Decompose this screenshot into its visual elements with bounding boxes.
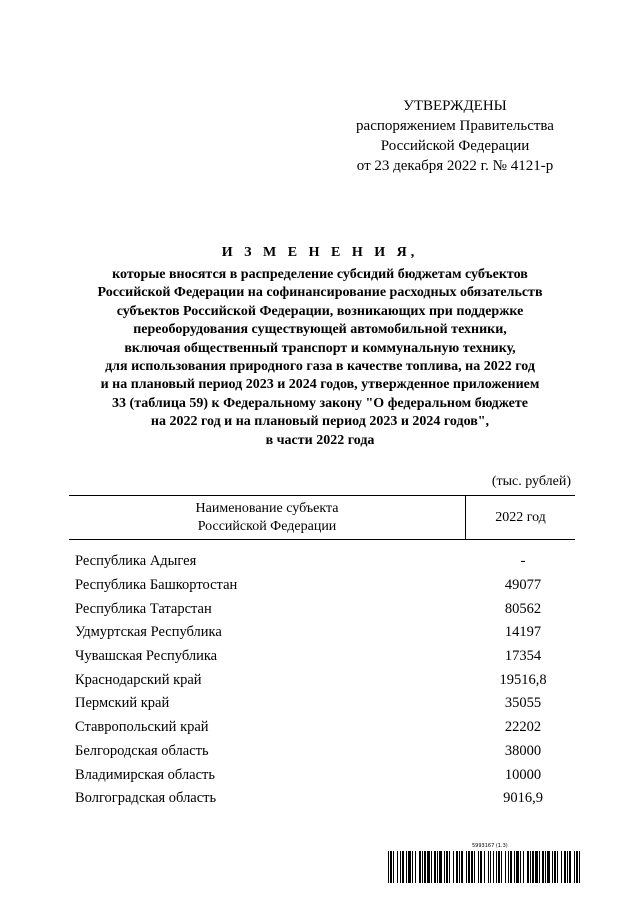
title-line: Российской Федерации на софинансирование расходных обязательств: [97, 285, 543, 301]
barcode-bar: [514, 851, 515, 883]
header-year: 2022 год: [495, 509, 546, 525]
subsidy-table: [69, 495, 575, 811]
barcode-bar: [535, 851, 538, 883]
barcode-bar: [402, 851, 404, 883]
table-row: [69, 763, 575, 787]
region-name: Республика Адыгея: [75, 553, 197, 570]
barcode-bar: [408, 851, 411, 883]
barcode-bar: [520, 851, 521, 883]
barcode-bar: [422, 851, 423, 883]
title-line: на 2022 год и на плановый период 2023 и 2024 годов",: [150, 414, 490, 430]
table-row: [69, 716, 575, 740]
region-name: Белгородская область: [75, 742, 209, 759]
barcode-bar: [461, 851, 463, 883]
barcode-bar: [569, 851, 571, 883]
title-line: для использования природного газа в качестве топлива, на 2022 год: [105, 359, 535, 375]
barcode-bar: [498, 851, 500, 883]
barcode-bar: [449, 851, 450, 883]
document-title: [0, 243, 640, 450]
title-line: которые вносятся в распределение субсидий бюджетам субъектов: [112, 267, 528, 282]
barcode-bar: [505, 851, 506, 883]
region-value: 10000: [504, 766, 542, 783]
table-header: [69, 495, 575, 540]
barcode-bar: [574, 851, 575, 883]
units-label: (тыс. рублей): [491, 474, 571, 489]
region-value: -: [520, 553, 526, 570]
approval-stamp: [330, 96, 580, 176]
region-name: Краснодарский край: [75, 671, 202, 688]
barcode-bar: [390, 851, 392, 883]
barcode-bar: [539, 851, 540, 883]
document-heading: И З М Е Н Е Н И Я,: [221, 245, 419, 260]
header-region-name: [69, 496, 466, 539]
region-name: Пермский край: [75, 695, 170, 712]
barcode-bar: [508, 851, 509, 883]
barcode-bar: [545, 851, 546, 883]
barcode-bar: [490, 851, 491, 883]
barcode-bar: [400, 851, 401, 883]
table-row: [69, 645, 575, 669]
region-value: 38000: [504, 742, 542, 759]
barcode-bar: [567, 851, 568, 883]
table-row: [69, 597, 575, 621]
barcode-bar: [501, 851, 502, 883]
table-row: [69, 692, 575, 716]
barcode-bar: [415, 851, 416, 883]
barcode-bar: [547, 851, 550, 883]
barcode-bar: [576, 851, 578, 883]
barcode-bar: [466, 851, 467, 883]
region-name: Ставропольский край: [75, 719, 209, 736]
barcode-bar: [453, 851, 454, 883]
barcode-bar: [406, 851, 407, 883]
table-row: [69, 621, 575, 645]
barcode-bar: [530, 851, 531, 883]
barcode-bar: [579, 851, 580, 883]
barcode-bar: [437, 851, 438, 883]
barcode-bar: [496, 851, 497, 883]
table-row: [69, 550, 575, 574]
approval-date-number: от 23 декабря 2022 г. № 4121-р: [356, 158, 554, 174]
title-line: в части 2022 года: [265, 432, 375, 448]
region-value: 14197: [504, 624, 542, 641]
barcode-bar: [456, 851, 458, 883]
title-line: включая общественный транспорт и коммунальную технику,: [124, 340, 516, 356]
table-row: [69, 574, 575, 598]
region-name: Республика Татарстан: [75, 600, 212, 617]
region-name: Удмуртская Республика: [75, 624, 222, 641]
barcode-bar: [523, 851, 524, 883]
title-line: переоборудования существующей автомобильной техники,: [133, 322, 507, 338]
barcode-bar: [471, 851, 473, 883]
barcode-bar: [446, 851, 448, 883]
barcode-bar: [444, 851, 445, 883]
barcode-bar: [527, 851, 529, 883]
barcode-bar: [564, 851, 566, 883]
barcode-bar: [419, 851, 421, 883]
barcode-bar: [516, 851, 519, 883]
header-region-name-line2: Российской Федерации: [197, 518, 337, 534]
barcode-bar: [480, 851, 482, 883]
barcode-bar: [542, 851, 544, 883]
barcode-bar: [468, 851, 470, 883]
barcode-bar: [488, 851, 489, 883]
barcode-bar: [532, 851, 534, 883]
barcode-bar: [552, 851, 553, 883]
table-row: [69, 740, 575, 764]
region-value: 17354: [504, 648, 542, 665]
table-row: [69, 787, 575, 811]
region-value: 80562: [504, 600, 542, 617]
barcode-bar: [427, 851, 430, 883]
region-name: Владимирская область: [75, 766, 215, 783]
barcode-bar: [561, 851, 562, 883]
table-row: [69, 668, 575, 692]
barcode-bar: [474, 851, 475, 883]
region-value: 22202: [504, 719, 542, 736]
barcode-bar: [493, 851, 494, 883]
region-name: Чувашская Республика: [75, 648, 218, 665]
barcode-bar: [388, 851, 389, 883]
approval-issuer-country: Российской Федерации: [380, 138, 530, 154]
document-barcode: [388, 843, 580, 885]
region-value: 9016,9: [503, 790, 543, 807]
barcode-number: 5993167 (1.3): [472, 843, 508, 849]
title-line: 33 (таблица 59) к Федеральному закону "О федеральном бюджете: [112, 395, 528, 411]
barcode-bar: [431, 851, 432, 883]
region-name: Республика Башкортостан: [75, 577, 238, 594]
approval-issuer: распоряжением Правительства: [356, 118, 554, 134]
barcode-bars: [388, 851, 580, 883]
barcode-bar: [393, 851, 394, 883]
barcode-bar: [510, 851, 512, 883]
barcode-bar: [557, 851, 558, 883]
region-value: 49077: [504, 577, 542, 594]
title-line: и на плановый период 2023 и 2024 годов, утвержденное приложением: [100, 377, 540, 393]
barcode-bar: [424, 851, 426, 883]
header-region-name-line1: Наименование субъекта: [195, 500, 339, 516]
title-line: субъектов Российской Федерации, возникающих при поддержке: [116, 303, 524, 319]
barcode-bar: [554, 851, 556, 883]
barcode-bar: [484, 851, 485, 883]
table-body: [69, 550, 575, 811]
barcode-bar: [459, 851, 460, 883]
region-value: 19516,8: [499, 671, 547, 688]
barcode-bar: [434, 851, 436, 883]
approval-title: УТВЕРЖДЕНЫ: [403, 98, 507, 114]
barcode-bar: [397, 851, 398, 883]
barcode-bar: [412, 851, 413, 883]
barcode-bar: [478, 851, 479, 883]
region-name: Волгоградская область: [75, 790, 217, 807]
region-value: 35055: [504, 695, 542, 712]
barcode-bar: [439, 851, 442, 883]
